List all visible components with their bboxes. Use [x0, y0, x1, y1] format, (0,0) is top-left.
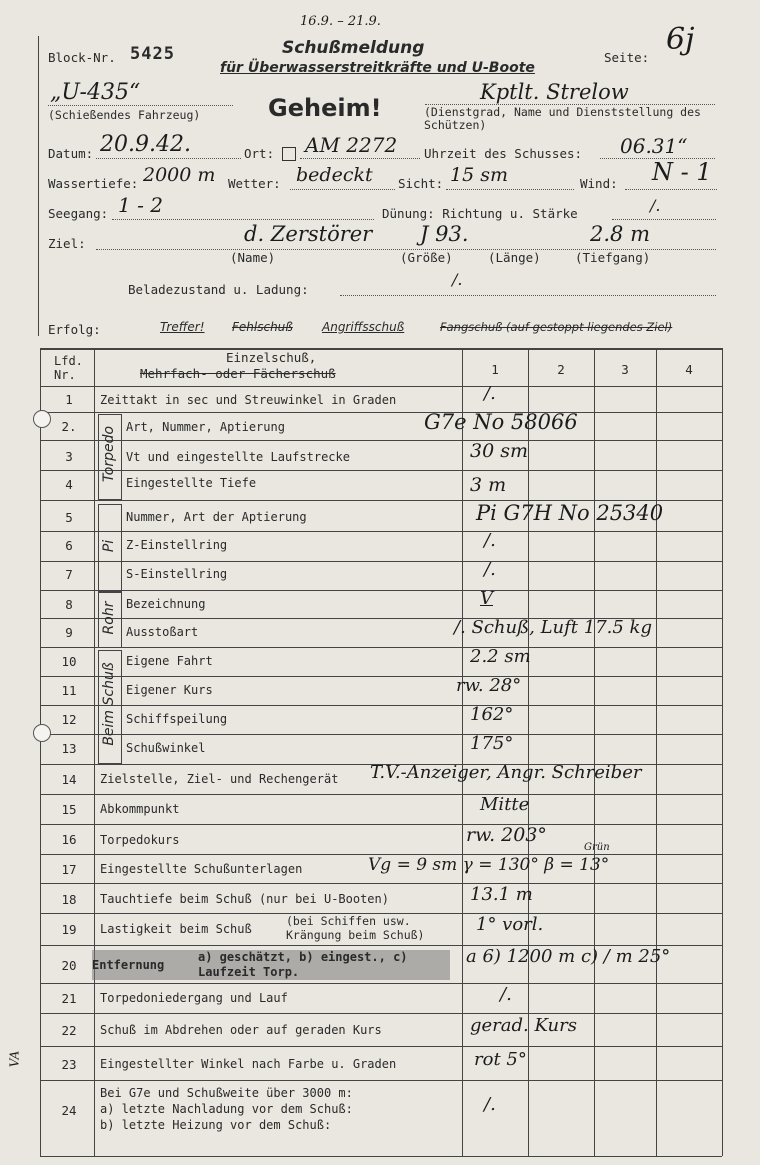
row-value: /.: [484, 383, 496, 404]
row-number: 24: [61, 1103, 77, 1118]
row-number: 16: [61, 832, 77, 847]
load-value: /.: [452, 270, 463, 289]
col-header-4: 4: [685, 362, 693, 377]
load-label: Beladezustand u. Ladung:: [128, 282, 309, 297]
place-label: Ort:: [244, 146, 275, 161]
row-value: /.: [500, 984, 512, 1005]
row-number: 18: [61, 892, 77, 907]
row-number: 15: [61, 802, 77, 817]
row-value: gerad. Kurs: [470, 1015, 577, 1036]
visibility-value: 15 sm: [450, 164, 508, 186]
result-attack: Angriffsschuß: [322, 320, 405, 334]
row-label: Schuß im Abdrehen oder auf geraden Kurs: [100, 1023, 382, 1037]
block-number: 5425: [130, 44, 175, 64]
row-rule: [40, 824, 722, 825]
row-label: Nummer, Art der Aptierung: [126, 510, 307, 524]
table-top-rule: [40, 348, 722, 350]
row-label-prefix: Entfernung: [92, 958, 165, 972]
time-value: 06.31“: [620, 134, 688, 158]
row-number: 10: [61, 654, 77, 669]
row-value: 1° vorl.: [476, 914, 544, 935]
row-number: 22: [61, 1023, 77, 1038]
row-value: G7e No 58066: [424, 410, 578, 434]
row-number: 3: [65, 449, 73, 464]
group-label-pi: Pi: [101, 539, 117, 553]
row-value: 2.2 sm: [470, 646, 531, 667]
date-range-note: 16.9. – 21.9.: [300, 14, 381, 29]
vessel-value: „U-435“: [50, 80, 141, 105]
row-rule: [40, 440, 722, 441]
row-rule: [40, 676, 722, 677]
row-rule: [40, 734, 722, 735]
row-number: 4: [65, 477, 73, 492]
weather-line: [290, 189, 395, 190]
result-hit: Treffer!: [160, 320, 205, 334]
vessel-line: [48, 105, 233, 106]
row-rule: [40, 386, 722, 387]
sea-line: [112, 219, 374, 220]
row-label: Tauchtiefe beim Schuß (nur bei U-Booten): [100, 892, 389, 906]
row-value: V: [480, 588, 493, 609]
vessel-label: (Schießendes Fahrzeug): [48, 108, 201, 122]
punch-hole-top: [33, 410, 51, 428]
water-depth-label: Wassertiefe:: [48, 176, 139, 191]
row-number: 1: [65, 392, 73, 407]
row-label: Abkommpunkt: [100, 802, 180, 816]
load-line: [340, 295, 716, 296]
row-label: Bezeichnung: [126, 597, 206, 611]
block-label: Block-Nr.: [48, 50, 116, 65]
row-value: Vg = 9 sm γ = 130° β = 13°: [368, 855, 610, 875]
col-header-3: 3: [621, 362, 629, 377]
row-label-line3: b) letzte Heizung vor dem Schuß:: [100, 1118, 332, 1132]
shooter-value: Kptlt. Strelow: [480, 80, 629, 104]
row-number: 12: [61, 712, 77, 727]
row-value: rot 5°: [474, 1049, 527, 1070]
row-label: Zielstelle, Ziel- und Rechengerät: [100, 772, 339, 786]
punch-hole-bottom: [33, 724, 51, 742]
left-margin-rule: [38, 36, 39, 336]
target-draft-label: (Tiefgang): [575, 250, 651, 265]
row-label: Torpedoniedergang und Lauf: [100, 991, 288, 1005]
row-number: 9: [65, 625, 73, 640]
row-number: 23: [61, 1057, 77, 1072]
form-subtitle: für Überwasserstreitkräfte und U-Boote: [220, 60, 535, 76]
row-number: 21: [61, 991, 77, 1006]
date-line: [96, 158, 241, 159]
row-label: Zeittakt in sec und Streuwinkel in Graden: [100, 393, 397, 407]
row-value: /.: [484, 1094, 496, 1115]
secret-label: Geheim!: [268, 94, 382, 122]
row-number: 2.: [61, 419, 77, 434]
row-label: Schiffspeilung: [126, 712, 228, 726]
row-rule: [40, 1156, 722, 1157]
place-checkbox[interactable]: [282, 147, 296, 161]
row-rule: [40, 647, 722, 648]
col-header-nr: Lfd. Nr.: [54, 354, 83, 382]
row-rule: [40, 590, 722, 591]
row-value: 3 m: [470, 474, 507, 496]
row-number: 13: [61, 741, 77, 756]
row-label-note: (bei Schiffen usw. Krängung beim Schuß): [286, 914, 425, 942]
group-label-torpedo: Torpedo: [101, 425, 117, 483]
row-label: Torpedokurs: [100, 833, 180, 847]
table-right-border: [722, 348, 723, 1156]
row-number: 17: [61, 862, 77, 877]
row-value: a 6) 1200 m c) / m 25°: [466, 946, 671, 967]
row-value: T.V.-Anzeiger, Angr. Schreiber: [370, 762, 642, 783]
target-size-label: (Größe): [400, 250, 453, 265]
col-header-multi: Mehrfach- oder Fächerschuß: [140, 366, 336, 381]
weather-value: bedeckt: [296, 164, 373, 186]
result-catch: Fangschuß (auf gestoppt liegendes Ziel): [440, 320, 673, 334]
sea-label: Seegang:: [48, 206, 109, 221]
row-label: Eingestellte Tiefe: [126, 476, 257, 490]
row-extra-note: Grün: [584, 842, 610, 853]
row-label: Schußwinkel: [126, 741, 206, 755]
row-rule: [40, 705, 722, 706]
row-rule: [40, 561, 722, 562]
row-value: /.: [484, 559, 496, 580]
swell-value: /.: [650, 196, 661, 215]
row-number: 5: [65, 510, 73, 525]
row-value: 162°: [470, 704, 514, 725]
row-number: 19: [61, 922, 77, 937]
row-number: 7: [65, 567, 73, 582]
row-number: 20: [61, 958, 77, 973]
target-name-label: (Name): [230, 250, 276, 265]
group-label-beim-schuss: Beim Schuß: [101, 662, 117, 746]
row-value: Mitte: [480, 794, 530, 815]
place-line: [300, 158, 420, 159]
row-value: Pi G7H No 25340: [476, 501, 664, 525]
row-label: Eingestellte Schußunterlagen: [100, 862, 303, 876]
row-number: 6: [65, 538, 73, 553]
time-label: Uhrzeit des Schusses:: [424, 146, 583, 161]
sea-value: 1 - 2: [118, 193, 163, 217]
margin-note: VA: [7, 1050, 22, 1068]
row-label: Ausstoßart: [126, 625, 199, 639]
visibility-label: Sicht:: [398, 176, 444, 191]
place-value: AM 2272: [305, 133, 398, 157]
row-rule: [40, 1080, 722, 1081]
row-rule: [40, 983, 722, 984]
row-value: /. Schuß, Luft 17.5 kg: [454, 617, 652, 638]
row-rule: [40, 1046, 722, 1047]
wind-line: [625, 189, 717, 190]
row-value: 175°: [470, 733, 514, 754]
page-label: Seite:: [604, 50, 650, 65]
row-rule: [40, 1013, 722, 1014]
row-number: 11: [61, 683, 77, 698]
target-name: d. Zerstörer: [244, 222, 373, 246]
row-value: 30 sm: [470, 440, 528, 462]
row-label: S-Einstellring: [126, 567, 228, 581]
col-header-single: Einzelschuß,: [226, 350, 317, 365]
row-label: Eingestellter Winkel nach Farbe u. Graden: [100, 1057, 397, 1071]
row-number: 14: [61, 772, 77, 787]
target-size: J 93.: [420, 222, 469, 246]
result-miss: Fehlschuß: [232, 320, 293, 334]
row-rule: [40, 794, 722, 795]
target-label: Ziel:: [48, 236, 86, 251]
wind-value: N - 1: [652, 158, 712, 186]
group-label-rohr: Rohr: [101, 601, 117, 635]
row-label-line2: a) letzte Nachladung vor dem Schuß:: [100, 1102, 353, 1116]
row-value: rw. 203°: [466, 824, 547, 846]
visibility-line: [446, 189, 574, 190]
row-value: /.: [484, 530, 496, 551]
row-number: 8: [65, 597, 73, 612]
swell-line: [612, 219, 716, 220]
row-label: Eigener Kurs: [126, 683, 213, 697]
form-title: Schußmeldung: [282, 38, 425, 58]
row-value: rw. 28°: [456, 675, 522, 696]
row-label: Z-Einstellring: [126, 538, 228, 552]
weather-label: Wetter:: [228, 176, 281, 191]
wind-label: Wind:: [580, 176, 618, 191]
shooter-label: (Dienstgrad, Name und Dienststellung des Schützen): [424, 105, 701, 132]
page-number: 6j: [666, 22, 695, 57]
row-rule: [40, 470, 722, 471]
row-label: Bei G7e und Schußweite über 3000 m:: [100, 1086, 353, 1100]
row-label: Lastigkeit beim Schuß: [100, 922, 252, 936]
col-header-1: 1: [491, 362, 499, 377]
date-label: Datum:: [48, 146, 94, 161]
row-label: Eigene Fahrt: [126, 654, 213, 668]
row-rule: [40, 412, 722, 413]
row-label: Vt und eingestellte Laufstrecke: [126, 450, 350, 464]
target-length-label: (Länge): [488, 250, 541, 265]
row-label: Art, Nummer, Aptierung: [126, 420, 285, 434]
row-rule: [40, 883, 722, 884]
water-depth-value: 2000 m: [143, 164, 216, 186]
target-depth: 2.8 m: [590, 222, 650, 246]
date-value: 20.9.42.: [100, 132, 191, 157]
col-header-2: 2: [557, 362, 565, 377]
row-label: a) geschätzt, b) eingest., c) Laufzeit Torp.: [198, 950, 408, 979]
row-value: 13.1 m: [470, 884, 533, 905]
row-rule: [40, 531, 722, 532]
result-label: Erfolg:: [48, 322, 101, 337]
swell-label: Dünung: Richtung u. Stärke: [382, 206, 578, 221]
